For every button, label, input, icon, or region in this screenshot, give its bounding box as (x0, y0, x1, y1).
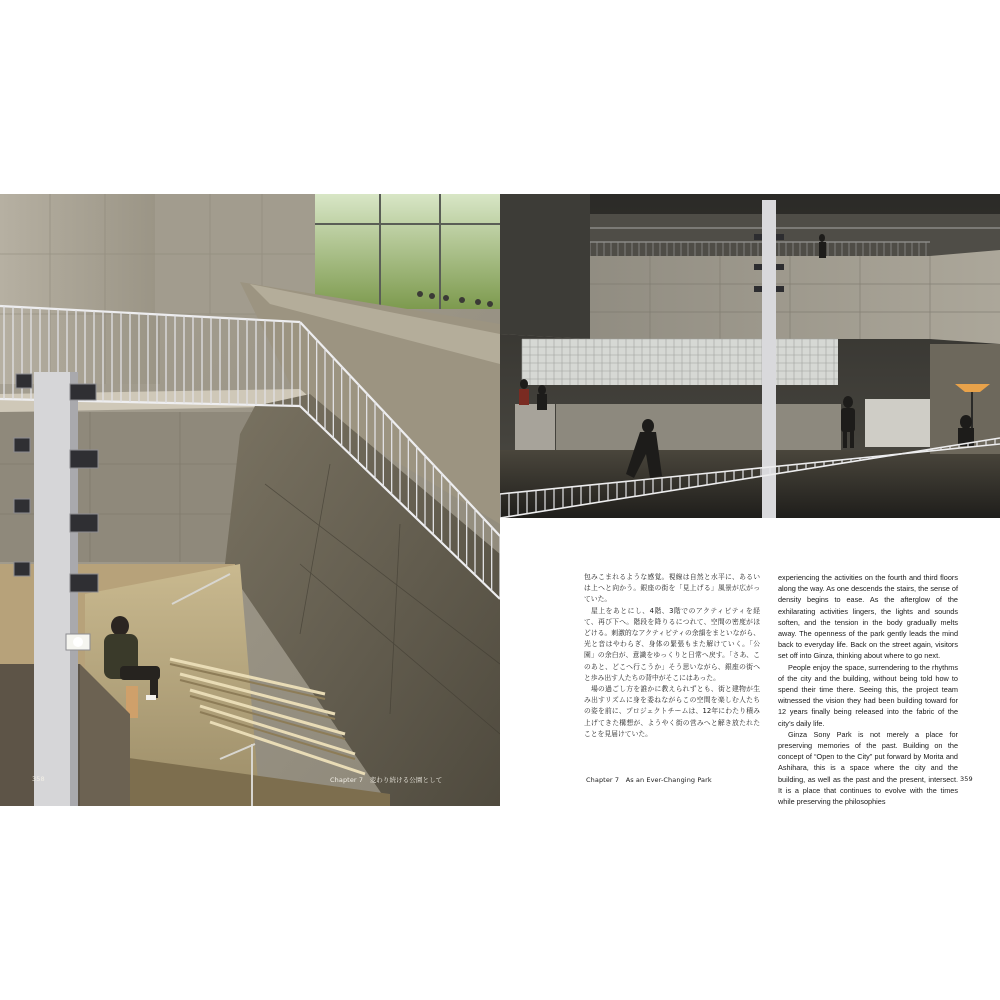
left-page (0, 194, 500, 806)
light-pole (0, 194, 500, 806)
running-head-left: Chapter 7 変わり続ける公園として (330, 776, 443, 784)
jp-paragraph-3: 場の過ごし方を誰かに教えられずとも、街と建物が生み出すリズムに身を委ねながらこの空間を楽しむ人たちの姿を前に、プロジェクトチームは、12年にわたり積み上げてきた構想が、ようやく街の営みへと解き放たれたことを見届けていた。 (584, 685, 760, 738)
atrium-photo (500, 194, 1000, 518)
english-text-column (778, 572, 958, 806)
en-paragraph-1: experiencing the activities on the fourth and third floors along the way. As one descends the stairs, the sense of density begins to ease. As the afterglow of the exhilarating activities lingers, the lights and sounds soften, and the tension in the body gradually melts away. The openness of the park gently leads the mind back to everyday life. Back on the street again, visitors set off into Ginza, thinking about where to go next. (778, 573, 958, 661)
running-head-right: Chapter 7 As an Ever-Changing Park (586, 776, 712, 784)
en-paragraph-2: People enjoy the space, surrendering to the rhythms of the city and the building, without being told how to spend their time there. Seeing this, the project team witnessed the vision they had been building toward for 12 years finally being released into the fabric of the city’s daily life. (778, 662, 958, 728)
right-page (500, 194, 1000, 806)
magazine-spread (0, 194, 1000, 806)
jp-paragraph-1: 包みこまれるような感覚。視線は自然と水平に、あるいは上へと向かう。銀座の街を「見上げる」風景が広がっていた。 (584, 573, 760, 604)
japanese-text-column (584, 572, 760, 740)
jp-paragraph-2: 屋上をあとにし、4階、3階でのアクティビティを経て、再び下へ。階段を降りるにつれて、空間の密度がほどける。刺激的なアクティビティの余韻をまといながら、光と音はやわらぎ、身体の緊張もまた解けていく。「公園」の余白が、意識をゆっくりと日常へ戻す。「さあ、このあと、どこへ行こうか」そう思いながら、銀座の街へと歩み出す人たちの背中がそこにはあった。 (584, 606, 760, 682)
page-number-right: 359 (960, 775, 973, 783)
en-paragraph-3: Ginza Sony Park is not merely a place for preserving memories of the past. Building on the concept of “Open to the City” put forward by Morita and Ashihara, this is a space where the city and the building, as well as the past and the present, intersect. It is a place that continues to evolve with the times while preserving the philosophies (778, 729, 958, 806)
page-number-left: 358 (32, 775, 45, 783)
